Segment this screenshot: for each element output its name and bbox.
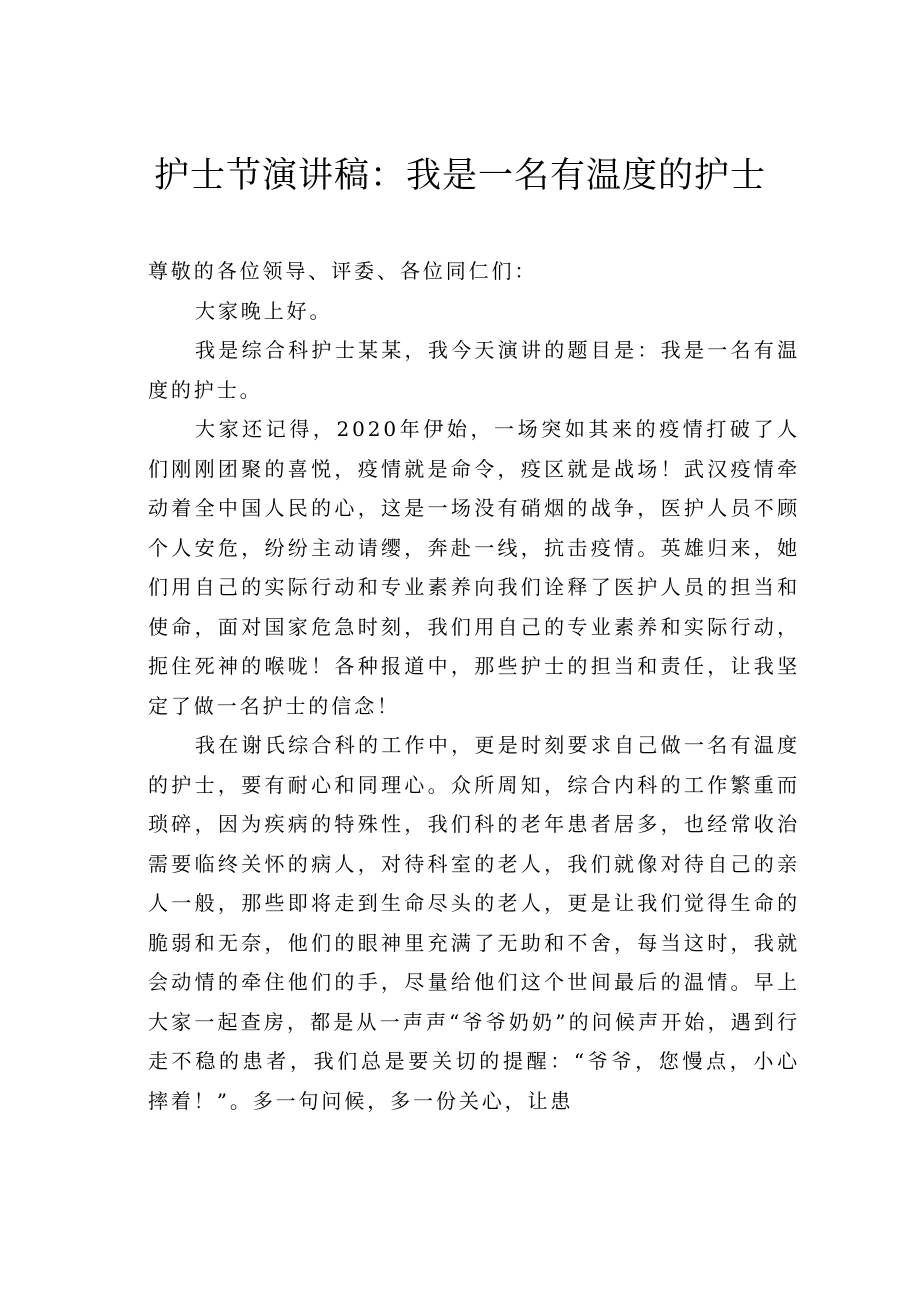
document-body (148, 252, 800, 1121)
salutation: 尊敬的各位领导、评委、各位同仁们： (148, 259, 538, 283)
paragraph-work: 我在谢氏综合科的工作中，更是时刻要求自己做一名有温度的护士，要有耐心和同理心。众所周知，综合内科的工作繁重而琐碎，因为疾病的特殊性，我们科的老年患者居多，也经常收治需要临终关怀的病人，对待科室的老人，我们就像对待自己的亲人一般，那些即将走到生命尽头的老人，更是让我们觉得生命的脆弱和无奈，他们的眼神里充满了无助和不舍，每当这时，我就会动情的牵住他们的手，尽量给他们这个世间最后的温情。早上大家一起查房，都是从一声声“爷爷奶奶”的问候声开始，遇到行走不稳的患者，我们总是要关切的提醒：“爷爷，您慢点，小心摔着！”。多一句问候，多一份关心，让患 (148, 733, 800, 1113)
paragraph-greeting: 大家晚上好。 (195, 298, 333, 323)
paragraph-introduction: 我是综合科护士某某，我今天演讲的题目是：我是一名有温度的护士。 (148, 338, 800, 402)
paragraph-epidemic: 大家还记得，2020年伊始，一场突如其来的疫情打破了人们刚刚团聚的喜悦，疫情就是命令，疫区就是战场！武汉疫情牵动着全中国人民的心，这是一场没有硝烟的战争，医护人员不顾个人安危，纷纷主动请缨，奔赴一线，抗击疫情。英雄归来，她们用自己的实际行动和专业素养向我们诠释了医护人员的担当和使命，面对国家危急时刻，我们用自己的专业素养和实际行动，扼住死神的喉咙！各种报道中，那些护士的担当和责任，让我坚定了做一名护士的信念！ (148, 417, 800, 718)
document-title: 护士节演讲稿：我是一名有温度的护士 (153, 156, 766, 196)
